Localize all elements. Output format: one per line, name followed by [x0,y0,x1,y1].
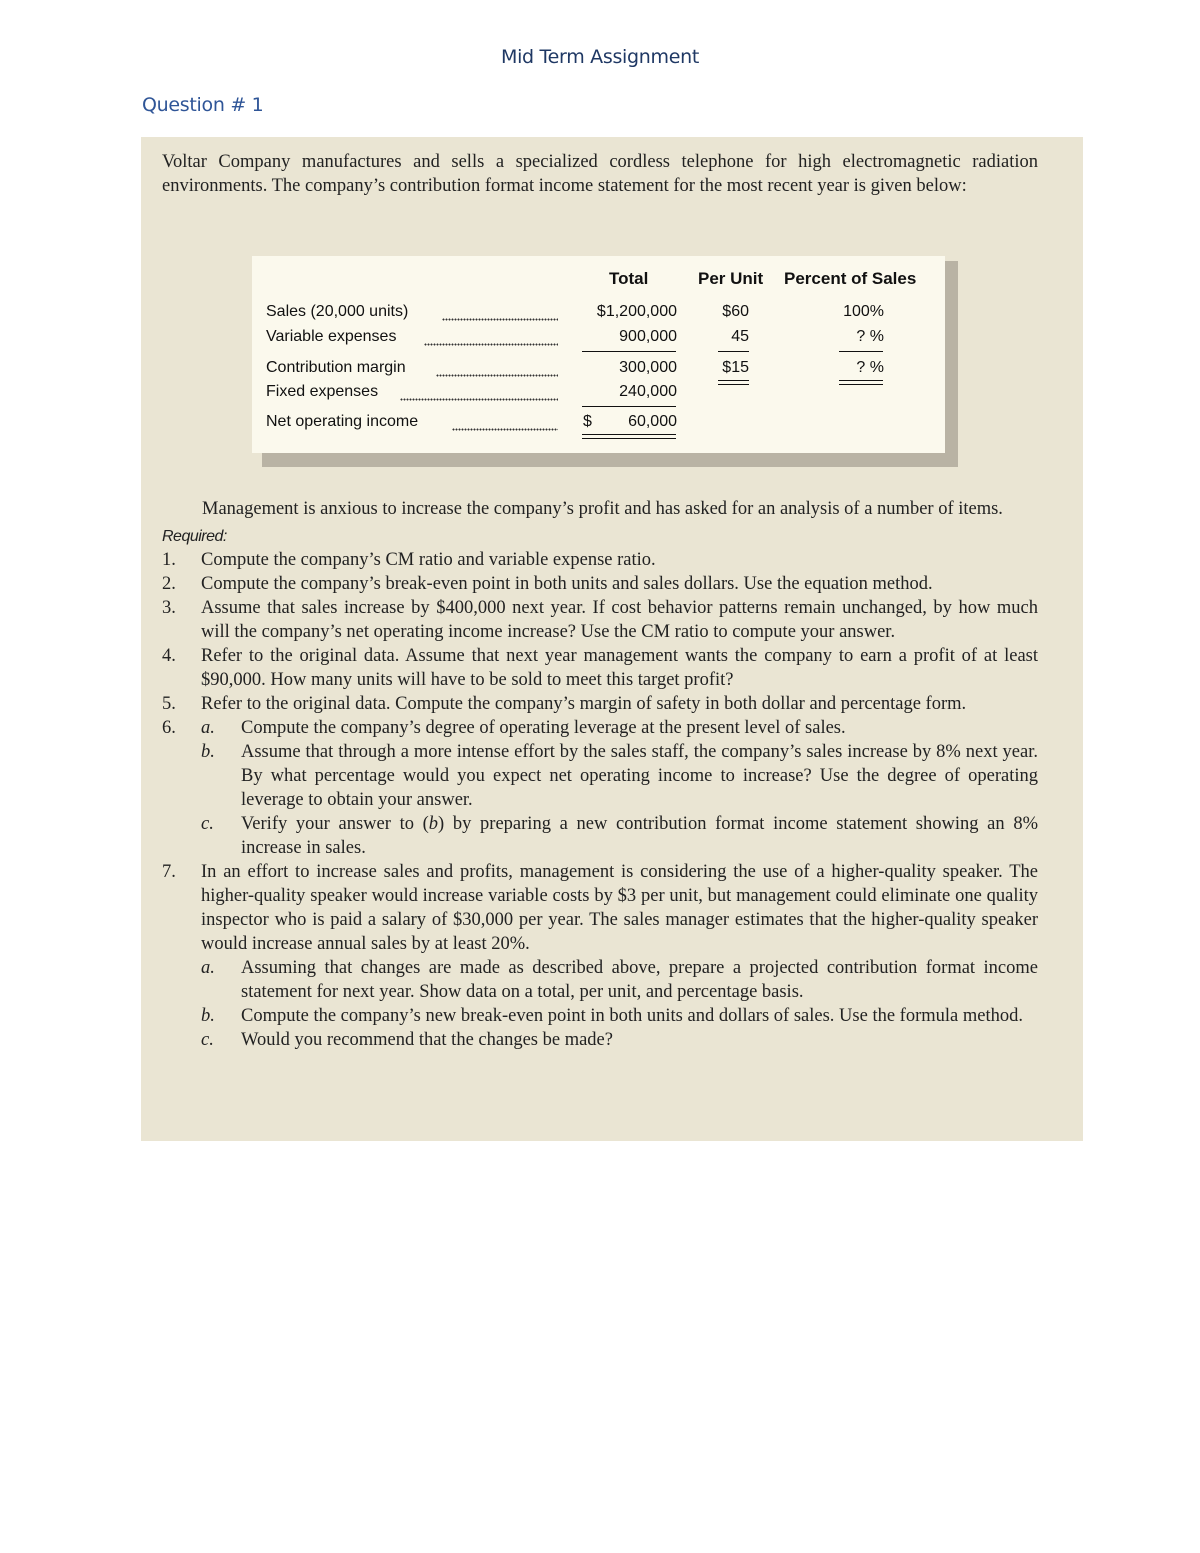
list-item [162,572,1038,596]
income-statement [252,256,945,453]
sub-item-letter: c. [201,1030,214,1050]
leader-dots [436,374,558,377]
percent-contribution-margin: ? % [856,359,884,376]
sub-item-text: Would you recommend that the changes be made? [241,1030,613,1050]
list-item [162,548,1038,572]
sub-item-text: Assuming that changes are made as described above, prepare a projected contribution format income statement for next year. Show data on a total, per unit, and percentage basis. [241,958,1038,1002]
item-number: 5. [162,694,176,714]
underline-total [582,351,676,352]
sub-item-text: Verify your answer to (b) by preparing a new contribution format income statement showing an 8% increase in sales. [241,814,1038,858]
management-paragraph: Management is anxious to increase the company’s profit and has asked for an analysis of a number of items. [202,499,1003,519]
sub-item-letter: a. [201,958,215,978]
problem-requirements [162,497,1038,1052]
sub-item [162,956,1038,1004]
percent-sales: 100% [843,303,884,320]
item-text: Refer to the original data. Assume that next year management wants the company to earn a profit of at least $90,000. How many units will have to be sold to meet this target profit? [201,646,1038,690]
sub-item [162,1028,1038,1052]
sub-item-letter: a. [201,718,215,738]
leader-dots [452,428,558,431]
item-text: In an effort to increase sales and profits, management is considering the use of a higher-quality speaker. The higher-quality speaker would increase variable costs by $3 per unit, but management could eliminate one quality inspector who is paid a salary of $30,000 per year. The sales manager estimates that the higher-quality speaker would increase annual sales by at least 20%. [201,862,1038,954]
row-label-fixed-expenses: Fixed expenses [266,383,379,400]
sub-item-letter: b. [201,742,215,762]
percent-variable-expenses: ? % [856,328,884,345]
row-label-variable-expenses: Variable expenses [266,328,397,345]
per-unit-variable-expenses: 45 [731,328,749,345]
double-underline-percent [839,380,883,385]
item-number: 4. [162,646,176,666]
list-item [162,596,1038,644]
row-label-sales: Sales (20,000 units) [266,303,409,320]
list-item [162,716,1038,740]
item-number: 2. [162,574,176,594]
per-unit-contribution-margin: $15 [722,359,749,376]
list-item [162,644,1038,692]
sub-item-letter: c. [201,814,214,834]
problem-intro: Voltar Company manufactures and sells a specialized cordless telephone for high electromagnetic radiation environments. The company’s contribution format income statement for the most recent year is given below: [162,152,1038,196]
row-label-net-operating-income: Net operating income [266,413,419,430]
list-item [162,860,1038,956]
underline-total-fixed [582,406,676,407]
total-sales: $1,200,000 [596,303,677,320]
header-per-unit: Per Unit [698,269,764,288]
double-underline-total [582,434,676,439]
item-number: 1. [162,550,176,570]
sub-item-text: Compute the company’s degree of operating leverage at the present level of sales. [241,718,846,738]
leader-dots [424,343,558,346]
item-text: Assume that sales increase by $400,000 next year. If cost behavior patterns remain unchanged, by how much will the company’s net operating income increase? Use the CM ratio to compute your answer. [201,598,1038,642]
underline-per-unit [718,351,749,352]
reference-letter: b [428,814,439,834]
total-fixed-expenses: 240,000 [619,383,677,400]
header-total: Total [609,269,649,288]
sub-item-text: Assume that through a more intense effort by the sales staff, the company’s sales increase by 8% next year. By what percentage would you expect net operating income to increase? Use the degree of operating leverage to obtain your answer. [241,742,1038,810]
total-contribution-margin: 300,000 [619,359,677,376]
question-heading: Question # 1 [142,94,264,116]
double-underline-per-unit [718,380,749,385]
sub-item-text: Compute the company’s new break-even point in both units and dollars of sales. Use the formula method. [241,1006,1023,1026]
sub-item [162,1004,1038,1028]
item-number: 3. [162,598,176,618]
sub-item [162,812,1038,860]
row-label-contribution-margin: Contribution margin [266,359,406,376]
per-unit-sales: $60 [722,303,749,320]
item-text: Refer to the original data. Compute the company’s margin of safety in both dollar and percentage form. [201,694,967,714]
underline-percent [839,351,883,352]
leader-dots [442,318,558,321]
required-label: Required: [162,528,227,545]
item-number: 7. [162,862,176,882]
item-number: 6. [162,718,176,738]
sub-item-letter: b. [201,1006,215,1026]
currency-sign: $ [583,413,592,430]
header-percent-of-sales: Percent of Sales [784,269,917,288]
item-text: Compute the company’s break-even point in both units and sales dollars. Use the equation method. [201,574,933,594]
document-title: Mid Term Assignment [500,46,700,68]
sub-item [162,740,1038,812]
item-text: Compute the company’s CM ratio and variable expense ratio. [201,550,656,570]
leader-dots [400,398,558,401]
list-item [162,692,1038,716]
total-variable-expenses: 900,000 [619,328,677,345]
total-net-operating-income: 60,000 [628,413,677,430]
